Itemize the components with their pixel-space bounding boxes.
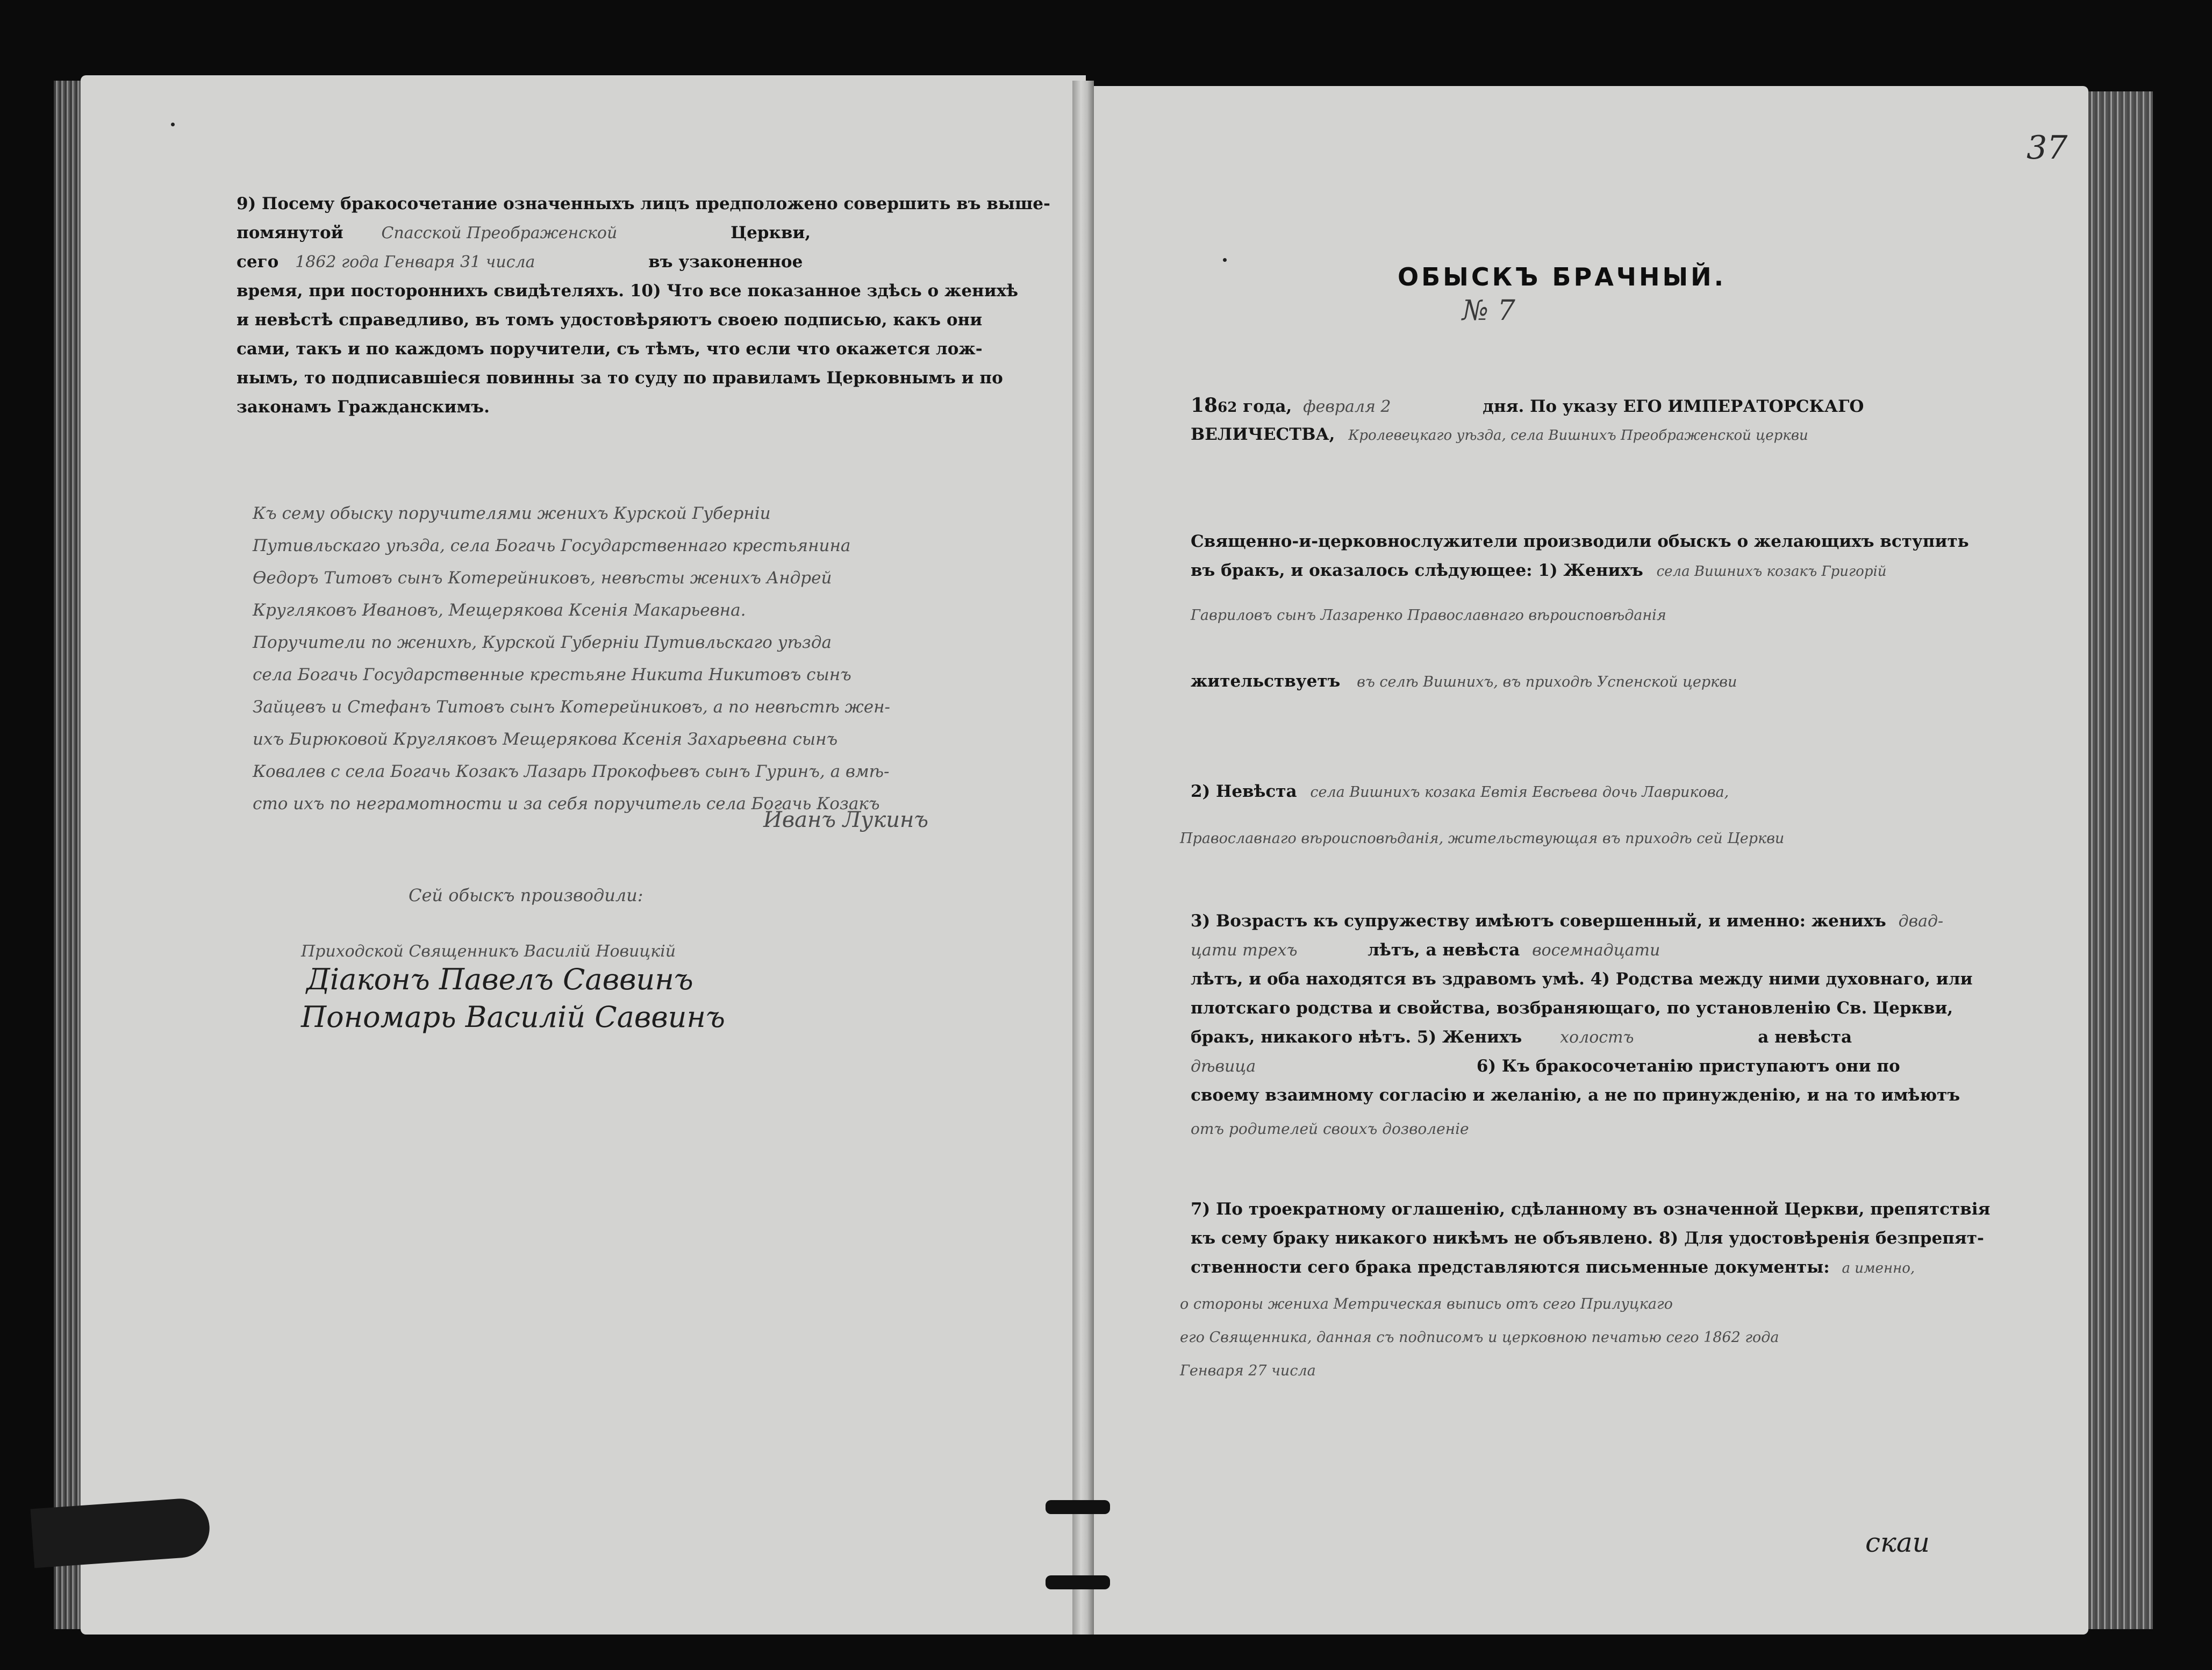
groom-handwritten: села Вишнихъ козакъ Григорій — [1656, 563, 1887, 580]
kinship-line-4: дѣвица 6) Къ бракосочетанію приступаютъ они по — [1191, 1057, 1900, 1076]
item9-line-6: сами, такъ и по каждомъ поручители, съ тѣмъ, что если что окажется лож- — [237, 339, 983, 359]
parish-handwritten: Кролевецкаго уѣзда, села Вишнихъ Преображенской церкви — [1348, 427, 1808, 444]
ink-dot — [171, 123, 175, 126]
item9-line-3: сего 1862 года Генваря 31 числа въ узаконенное — [237, 252, 803, 272]
record-number: № 7 — [1462, 295, 1515, 327]
ink-dot — [1223, 258, 1227, 262]
bride-status-handwritten: дѣвица — [1191, 1057, 1256, 1076]
groom-status-handwritten: холостъ — [1560, 1028, 1634, 1047]
item9-line-8: законамъ Гражданскимъ. — [237, 397, 490, 417]
age-line-2: цати трехъ лѣтъ, а невѣста восемнадцати — [1191, 940, 1660, 960]
documents-handwritten-block: о стороны жениха Метрическая выпись отъ сего Прилуцкаго его Священника, данная съ подписомъ и церковною печатью сего 1862 года Генваря 27 числа — [1180, 1296, 1779, 1379]
document-title: ОБЫСКЪ БРАЧНЫЙ. — [1398, 262, 1727, 291]
binding-thread — [1046, 1500, 1110, 1514]
clergy-intro-1: Священно-и-церковнослужители производили обыскъ о желающихъ вступить — [1191, 532, 1969, 551]
sexton-signature: Пономарь Василій Саввинъ — [301, 1000, 725, 1034]
clergy-intro-2: въ бракъ, и оказалось слѣдующее: 1) Женихъ села Вишнихъ козакъ Григорій — [1191, 561, 1887, 580]
groom-age-handwritten: двад- — [1898, 912, 1944, 931]
intro-line-2: ВЕЛИЧЕСТВА, Кролевецкаго уѣзда, села Вишнихъ Преображенской церкви — [1191, 425, 1808, 444]
bride-handwritten: села Вишнихъ козака Евтія Евсѣева дочь Лаврикова, — [1310, 784, 1729, 801]
book-spine — [1072, 81, 1094, 1635]
age-line-1: 3) Возрастъ къ супружеству имѣютъ совершенный, и именно: женихъ двад- — [1191, 911, 1944, 931]
item9-line-7: нымъ, то подписавшіеся повинны за то суду по правиламъ Церковнымъ и по — [237, 368, 1003, 388]
church-name-handwritten: Спасской Преображенской — [381, 224, 618, 242]
intro-line-1: 1862 года, февраля 2 дня. По указу ЕГО ИМПЕРАТОРСКАГО — [1191, 394, 1864, 417]
deacon-signature: Діаконъ Павелъ Саввинъ — [306, 962, 693, 996]
consent-handwritten: отъ родителей своихъ дозволеніе — [1191, 1120, 1469, 1138]
documents-handwritten: а именно, — [1842, 1260, 1915, 1276]
kinship-line-2: плотскаго родства и свойства, возбраняющаго, по установленію Св. Церкви, — [1191, 998, 1953, 1018]
item9-line-1: 9) Посему бракосочетание означенныхъ лицъ предположено совершить въ выше- — [237, 194, 1050, 213]
bride-age-handwritten: восемнадцати — [1532, 941, 1660, 960]
date-handwritten: 1862 года Генваря 31 числа — [295, 253, 535, 272]
residence-handwritten: въ селѣ Вишнихъ, въ приходѣ Успенской церкви — [1357, 674, 1737, 690]
page-number: 37 — [2027, 129, 2068, 167]
groom-age-handwritten-2: цати трехъ — [1191, 941, 1298, 960]
guarantor-signature: Иванъ Лукинъ — [763, 808, 928, 832]
item9-line-4: время, при постороннихъ свидѣтеляхъ. 10) Что все показанное здѣсь о женихѣ — [237, 281, 1019, 301]
binding-thread — [1046, 1575, 1110, 1589]
bride-handwritten-2: Православнаго вѣроисповѣданія, жительствующая въ приходѣ сей Церкви — [1180, 830, 1785, 847]
priest-signature: Приходской Священникъ Василій Новицкій — [301, 942, 676, 961]
kinship-line-5: своему взаимному согласію и желанію, а не по принужденію, и на то имѣютъ — [1191, 1086, 1960, 1105]
right-page-edge — [2088, 91, 2153, 1629]
item9-line-2: помянутой Спасской Преображенской Церкви, — [237, 223, 811, 242]
kinship-line-3: бракъ, никакого нѣтъ. 5) Женихъ холостъ а невѣста — [1191, 1027, 1852, 1047]
guarantors-handwritten: Къ сему обыску поручителями женихъ Курской Губерніи Путивльскаго уѣзда, села Богачь Государственнаго крестьянина Өедоръ Титовъ сынъ Котерейниковъ, невѣсты женихъ Андрей Кругляковъ Ивановъ, Мещерякова Ксенія Макарьевна. Поручители по женихѣ, Курской Губерніи Путивльскаго уѣзда села Богачь Государственные крестьяне Никита Никитовъ сынъ Зайцевъ и Стефанъ Титовъ сынъ Котерейниковъ, а по невѣстѣ жен- ихъ Бирюковой Кругляковъ Мещерякова Ксенія Захарьевна сынъ Ковалев с села Богачь Козакъ Лазарь Прокофьевъ сынъ Гуринъ, а вмѣ- сто ихъ по неграмотности и за себя поручитель села Богачь Козакъ — [253, 504, 891, 813]
banns-line-1: 7) По троекратному оглашенію, сдѣланному въ означенной Церкви, препятствія — [1191, 1200, 1991, 1219]
residence-line: жительствуетъ въ селѣ Вишнихъ, въ приходѣ Успенской церкви — [1191, 672, 1737, 691]
bride-line: 2) Невѣста села Вишнихъ козака Евтія Евсѣева дочь Лаврикова, — [1191, 782, 1729, 801]
right-page — [1089, 86, 2088, 1635]
thumb-shadow — [31, 1497, 212, 1568]
groom-handwritten-2: Гавриловъ сынъ Лазаренко Православнаго вѣроисповѣданія — [1191, 607, 1666, 624]
bottom-signature: скаи — [1865, 1527, 1930, 1558]
searched-by-label: Сей обыскъ производили: — [409, 885, 643, 905]
kinship-line-1: лѣтъ, и оба находятся въ здравомъ умѣ. 4) Родства между ними духовнаго, или — [1191, 969, 1973, 989]
banns-line-2: къ сему браку никакого никѣмъ не объявлено. 8) Для удостовѣренія безпрепят- — [1191, 1229, 1984, 1248]
banns-line-3: ственности сего брака представляются письменные документы: а именно, — [1191, 1258, 1915, 1277]
date-handwritten: февраля 2 — [1303, 397, 1391, 416]
item9-line-5: и невѣстѣ справедливо, въ томъ удостовѣряютъ своею подписью, какъ они — [237, 310, 983, 330]
